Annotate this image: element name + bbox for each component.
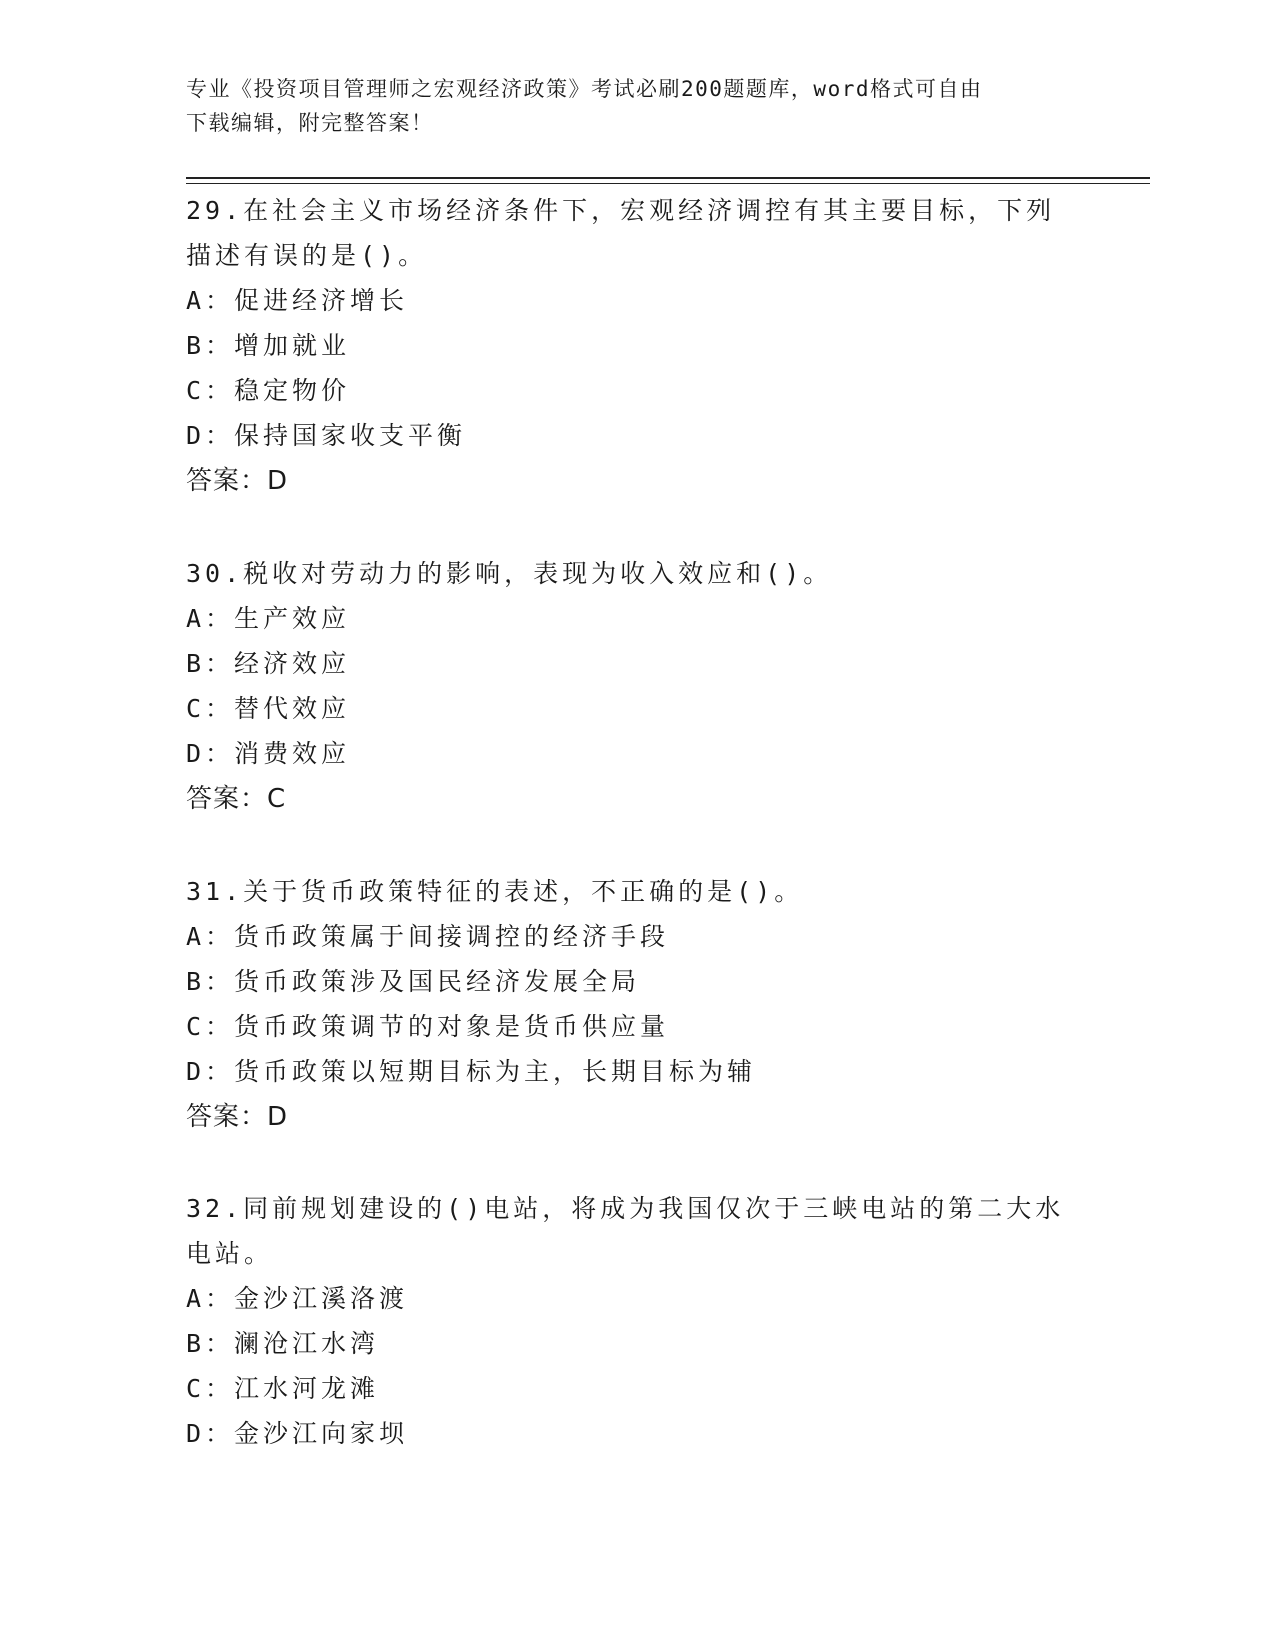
option-c: C：稳定物价 (186, 376, 351, 405)
question-29 (186, 188, 1086, 504)
question-31 (186, 869, 1086, 1140)
question-stem: 29.在社会主义市场经济条件下，宏观经济调控有其主要目标，下列描述有误的是()。 (186, 196, 1056, 270)
option-b: B：经济效应 (186, 649, 351, 678)
option-b: B：澜沧江水湾 (186, 1329, 380, 1358)
question-stem: 30.税收对劳动力的影响，表现为收入效应和()。 (186, 559, 833, 588)
header-divider-thin (186, 183, 1150, 184)
document-header (186, 72, 1066, 140)
option-a: A：货币政策属于间接调控的经济手段 (186, 922, 670, 951)
header-line-1: 专业《投资项目管理师之宏观经济政策》考试必刷200题题库，word格式可自由 (186, 77, 983, 101)
option-b: B：增加就业 (186, 331, 351, 360)
option-a: A：促进经济增长 (186, 286, 409, 315)
option-c: C：江水河龙滩 (186, 1374, 380, 1403)
question-stem: 32.同前规划建设的()电站，将成为我国仅次于三峡电站的第二大水电站。 (186, 1194, 1065, 1268)
header-divider-thick (186, 177, 1150, 179)
option-a: A：金沙江溪洛渡 (186, 1284, 409, 1313)
option-a: A：生产效应 (186, 604, 351, 633)
option-b: B：货币政策涉及国民经济发展全局 (186, 967, 641, 996)
answer-line: 答案：C (186, 784, 287, 814)
option-c: C：货币政策调节的对象是货币供应量 (186, 1012, 670, 1041)
header-line-2: 下载编辑，附完整答案！ (186, 111, 434, 135)
option-d: D：金沙江向家坝 (186, 1419, 409, 1448)
question-32 (186, 1186, 1086, 1456)
option-d: D：货币政策以短期目标为主，长期目标为辅 (186, 1057, 757, 1086)
question-30 (186, 551, 1086, 822)
option-d: D：消费效应 (186, 739, 351, 768)
answer-line: 答案：D (186, 1102, 289, 1132)
answer-line: 答案：D (186, 466, 289, 496)
question-stem: 31.关于货币政策特征的表述，不正确的是()。 (186, 877, 804, 906)
option-c: C：替代效应 (186, 694, 351, 723)
option-d: D：保持国家收支平衡 (186, 421, 467, 450)
